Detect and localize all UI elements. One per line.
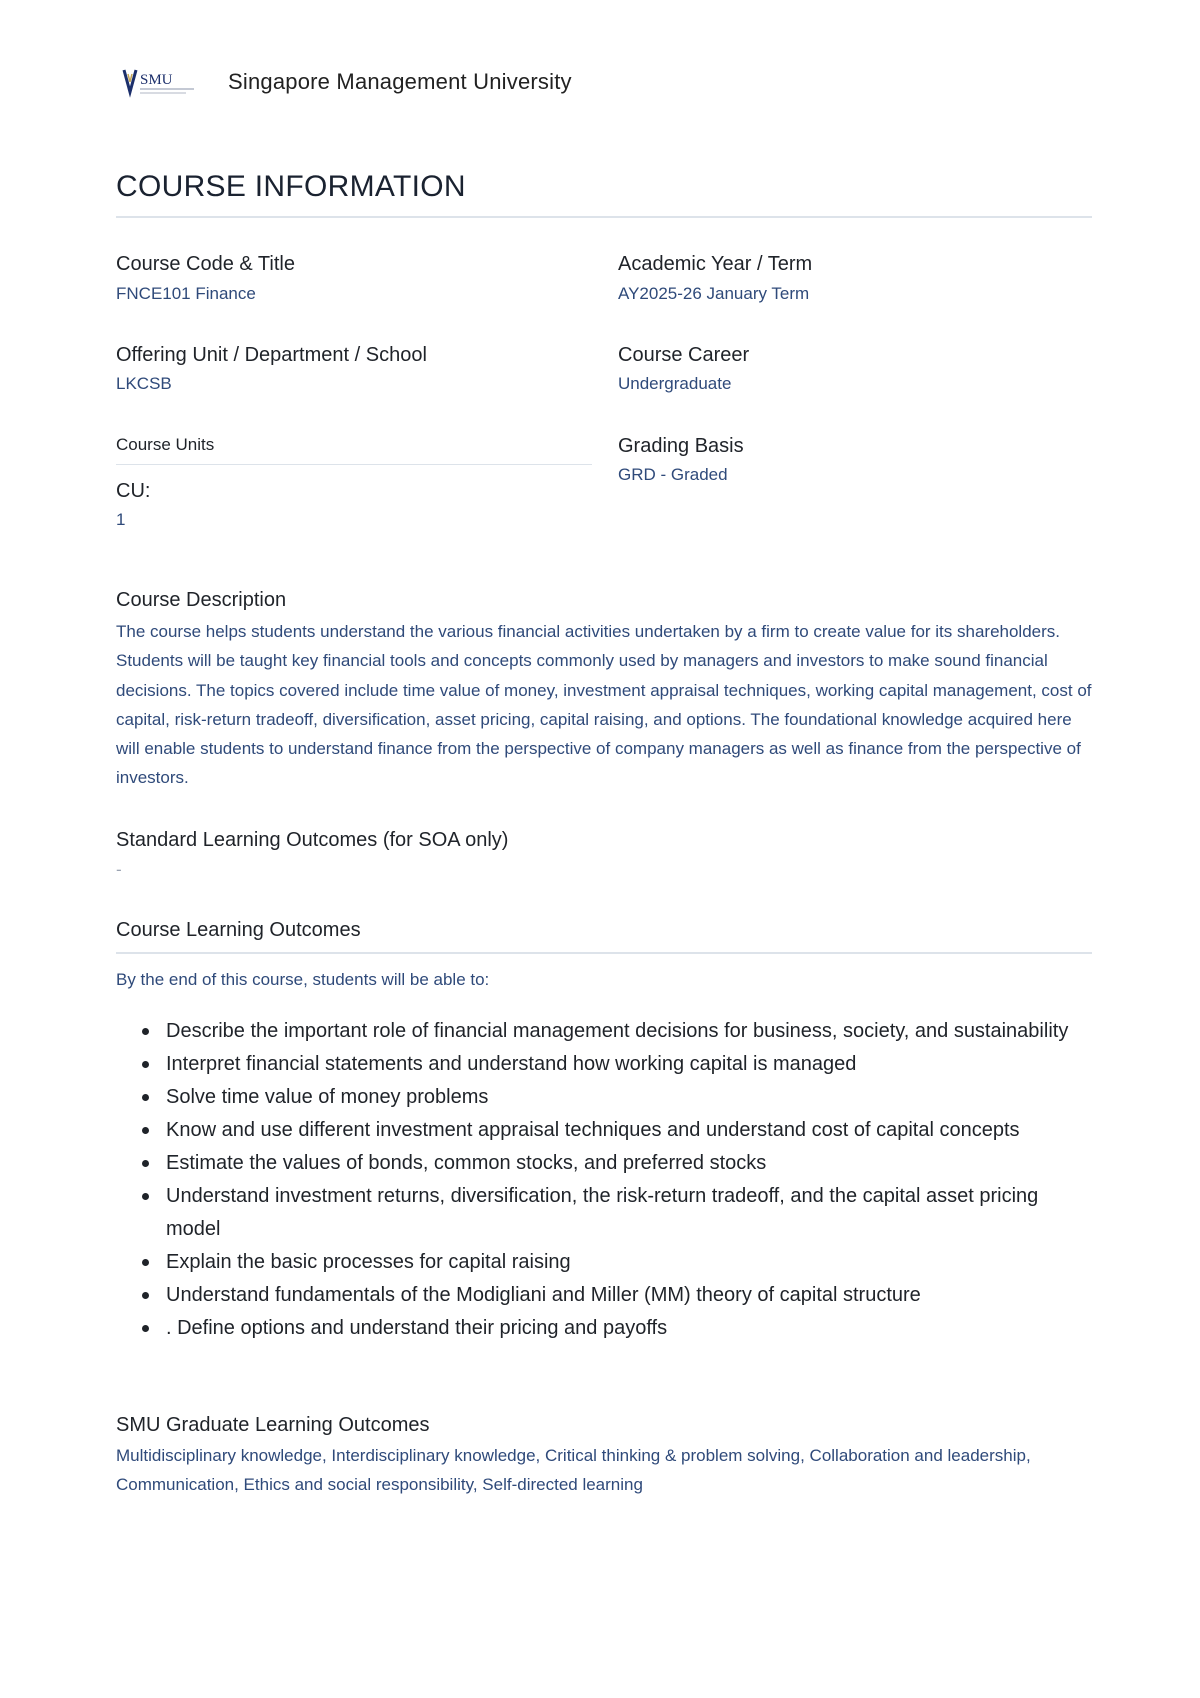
learning-outcomes-intro: By the end of this course, students will be able to: bbox=[116, 970, 490, 989]
university-name: Singapore Management University bbox=[228, 69, 572, 94]
list-item: Know and use different investment appraisal techniques and understand cost of capital concepts bbox=[116, 1114, 1092, 1147]
header bbox=[120, 60, 572, 104]
page-title: COURSE INFORMATION bbox=[116, 170, 466, 203]
learning-outcomes-divider bbox=[116, 952, 1092, 954]
course-code-title-value: FNCE101 Finance bbox=[116, 284, 256, 303]
course-units-divider bbox=[116, 464, 592, 465]
learning-outcomes-list bbox=[116, 1015, 1092, 1345]
logo-text: SMU bbox=[140, 72, 173, 88]
course-description-heading: Course Description bbox=[116, 589, 287, 611]
standard-learning-outcomes-value: - bbox=[116, 860, 122, 879]
academic-year-term-value: AY2025-26 January Term bbox=[618, 284, 810, 303]
list-item: Explain the basic processes for capital raising bbox=[116, 1246, 1092, 1279]
course-learning-outcomes-heading: Course Learning Outcomes bbox=[116, 919, 361, 941]
smu-logo bbox=[120, 62, 198, 102]
grading-basis-value: GRD - Graded bbox=[618, 465, 728, 484]
academic-year-term-label: Academic Year / Term bbox=[618, 253, 813, 275]
smu-logo-mark bbox=[120, 62, 198, 102]
offering-unit-label: Offering Unit / Department / School bbox=[116, 344, 427, 366]
course-code-title-label: Course Code & Title bbox=[116, 253, 295, 275]
graduate-learning-outcomes-text: Multidisciplinary knowledge, Interdisciplinary knowledge, Critical thinking & problem solving, Collaboration and leadership, Communication, Ethics and social responsibility, Self-directed learning bbox=[116, 1446, 1031, 1495]
course-units-label: Course Units bbox=[116, 435, 215, 454]
list-item: Estimate the values of bonds, common stocks, and preferred stocks bbox=[116, 1147, 1092, 1180]
list-item: Describe the important role of financial management decisions for business, society, and sustainability bbox=[116, 1015, 1092, 1048]
cu-value: 1 bbox=[116, 510, 126, 529]
course-career-value: Undergraduate bbox=[618, 374, 732, 393]
list-item: Interpret financial statements and understand how working capital is managed bbox=[116, 1048, 1092, 1081]
course-career-label: Course Career bbox=[618, 344, 750, 366]
cu-label: CU: bbox=[116, 480, 151, 502]
grading-basis-label: Grading Basis bbox=[618, 435, 744, 457]
offering-unit-value: LKCSB bbox=[116, 374, 172, 393]
list-item: Understand fundamentals of the Modigliani and Miller (MM) theory of capital structure bbox=[116, 1279, 1092, 1312]
list-item: Understand investment returns, diversification, the risk-return tradeoff, and the capital asset pricing model bbox=[116, 1180, 1092, 1246]
title-divider bbox=[116, 216, 1092, 218]
graduate-learning-outcomes-heading: SMU Graduate Learning Outcomes bbox=[116, 1414, 430, 1436]
standard-learning-outcomes-heading: Standard Learning Outcomes (for SOA only) bbox=[116, 829, 509, 851]
list-item: Solve time value of money problems bbox=[116, 1081, 1092, 1114]
list-item: . Define options and understand their pricing and payoffs bbox=[116, 1312, 1092, 1345]
course-description-text: The course helps students understand the various financial activities undertaken by a firm to create value for its shareholders. Students will be taught key financial tools and concepts commonly used by managers and investors to make sound financial decisions. The topics covered include time value of money, investment appraisal techniques, working capital management, cost of capital, risk-return tradeoff, diversification, asset pricing, capital raising, and options. The foundational knowledge acquired here will enable students to understand finance from the perspective of company managers as well as finance from the perspective of investors. bbox=[116, 622, 1092, 788]
